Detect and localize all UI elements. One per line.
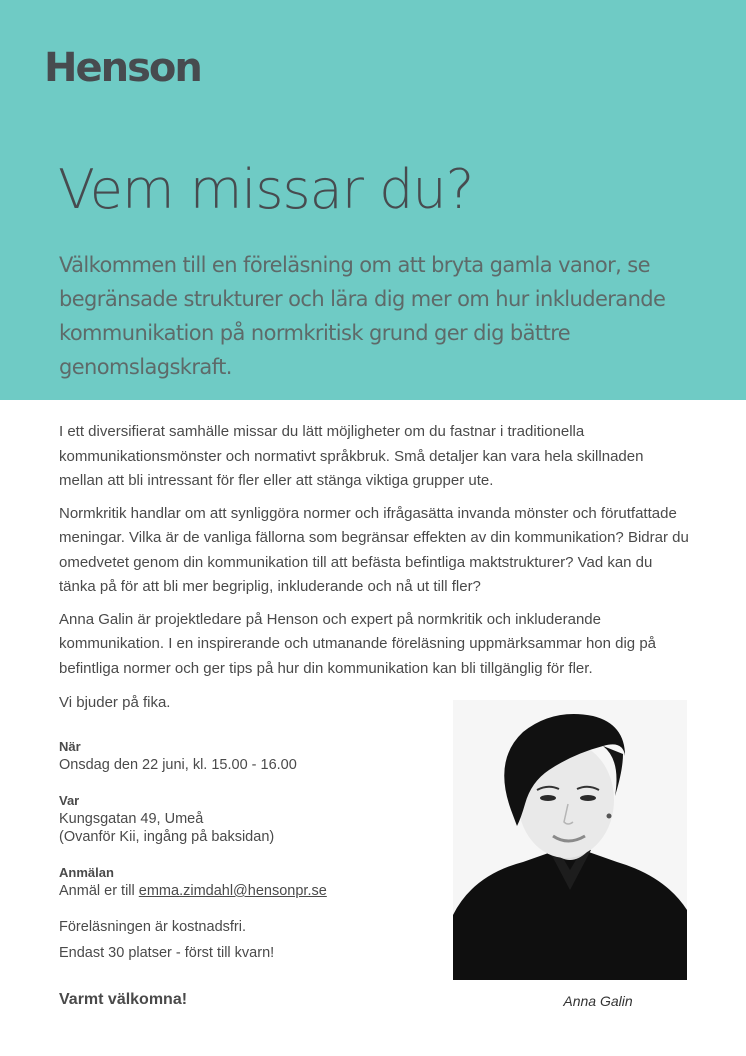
- when-value: Onsdag den 22 juni, kl. 15.00 - 16.00: [59, 757, 297, 773]
- signup-email-link[interactable]: emma.zimdahl@hensonpr.se: [138, 883, 327, 899]
- where-section: [59, 792, 419, 846]
- signup-prefix: Anmäl er till: [59, 883, 139, 899]
- paragraph-2: Normkritik handlar om att synliggöra normer och ifrågasätta invanda mönster och förutfattade meningar. Vilka är de vanliga fällorna som begränsar effekten av din kommunikation? Bidrar du omedvetet genom din kommunikation till att befästa befintliga maktstrukturer? Vad kan du tänka på för att bli mer begriplig, inkluderande och nå ut till fler?: [59, 504, 689, 595]
- speaker-photo: [453, 700, 687, 980]
- intro-text: Välkommen till en föreläsning om att bryta gamla vanor, se begränsade strukturer och lära dig mer om hur inkluderande kommunikation på normkritisk grund ger dig bättre genomslagskraft.: [59, 253, 666, 379]
- photo-caption: Anna Galin: [563, 993, 633, 1009]
- body-text: [59, 420, 689, 689]
- when-section: [59, 738, 419, 774]
- signup-label: Anmälan: [59, 865, 114, 880]
- welcome-text: Varmt välkomna!: [59, 991, 188, 1008]
- paragraph-3: Anna Galin är projektledare på Henson och expert på normkritik och inkluderande kommunikation. I en inspirerande och utmanande föreläsning uppmärksammar hon dig på befintliga normer och ger tips på hur din kommunikation kan bli tillgänglig för fler.: [59, 610, 657, 677]
- fika-note: Vi bjuder på fika.: [59, 694, 171, 711]
- free-note: Föreläsningen är kostnadsfri.: [59, 919, 246, 935]
- header-banner: [0, 0, 746, 400]
- where-note: (Ovanför Kii, ingång på baksidan): [59, 829, 275, 845]
- henson-logo: Henson: [44, 45, 201, 91]
- where-label: Var: [59, 793, 80, 808]
- paragraph-1: I ett diversifierat samhälle missar du lätt möjligheter om du fastnar i traditionella kommunikationsmönster och normativt språkbruk. Små detaljer kan vara hela skillnaden mellan att bli intressant för fler eller att stänga viktiga grupper ute.: [59, 423, 644, 489]
- signup-line: [59, 882, 419, 900]
- signup-section: [59, 864, 419, 900]
- page-title: Vem missar du?: [58, 158, 474, 221]
- when-label: När: [59, 739, 81, 754]
- where-address: Kungsgatan 49, Umeå: [59, 811, 204, 827]
- portrait-illustration: [453, 700, 687, 980]
- seats-note: Endast 30 platser - först till kvarn!: [59, 945, 275, 961]
